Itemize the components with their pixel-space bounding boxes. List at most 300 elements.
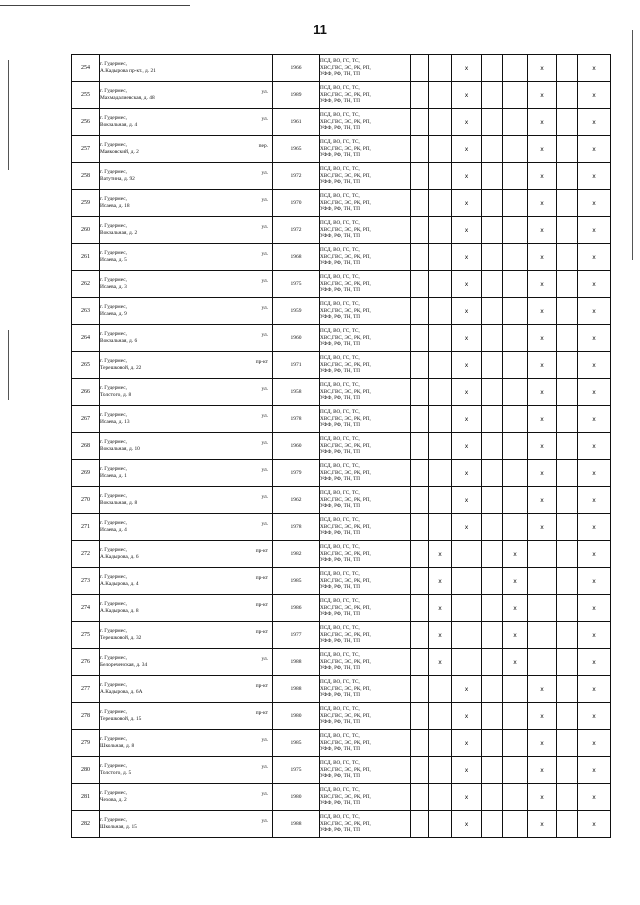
address-cell	[100, 595, 273, 622]
work-mark-cell	[429, 352, 452, 379]
work-mark-cell	[557, 163, 578, 190]
work-mark-cell	[503, 460, 528, 487]
table-row	[72, 595, 611, 622]
top-rule	[0, 5, 190, 6]
work-mark-cell	[482, 514, 503, 541]
services-line: ХВС,ГВС, ЭС, РК, РП,	[320, 253, 371, 260]
build-year: 1978	[273, 406, 320, 433]
street-type: пр-кт	[255, 575, 268, 581]
address-city: г. Гудермес,	[100, 223, 127, 229]
work-mark-cell	[482, 730, 503, 757]
work-mark-cell	[429, 163, 452, 190]
services-cell	[320, 676, 411, 703]
row-number: 272	[72, 541, 100, 568]
address-street: Терешковой, д. 32	[100, 635, 142, 641]
work-mark-cell: x	[578, 55, 611, 82]
row-number: 278	[72, 703, 100, 730]
work-mark-cell	[503, 244, 528, 271]
address-city: г. Гудермес,	[100, 439, 127, 445]
address-street: Исаева, д. 5	[100, 257, 127, 263]
services-line: ПСД, ВО, ГС, ТС,	[320, 787, 360, 794]
services-line: ПСД, ВО, ГС, ТС,	[320, 544, 360, 551]
work-mark-cell: x	[528, 757, 557, 784]
address-street: А.Кадырова, д. 6	[100, 554, 139, 560]
address-city: г. Гудермес,	[100, 115, 127, 121]
page-number: 11	[313, 22, 327, 37]
services-cell	[320, 568, 411, 595]
work-mark-cell	[528, 541, 557, 568]
work-mark-cell: x	[578, 244, 611, 271]
work-mark-cell	[557, 325, 578, 352]
address-cell	[100, 271, 273, 298]
work-mark-cell	[557, 811, 578, 838]
address-street: Исаева, д. 3	[100, 284, 127, 290]
work-mark-cell	[411, 487, 429, 514]
work-mark-cell	[482, 109, 503, 136]
work-mark-cell	[503, 82, 528, 109]
work-mark-cell: x	[578, 541, 611, 568]
build-year: 1968	[273, 244, 320, 271]
work-mark-cell	[503, 811, 528, 838]
address-cell	[100, 55, 273, 82]
address-cell	[100, 568, 273, 595]
work-mark-cell: x	[429, 622, 452, 649]
work-mark-cell	[482, 82, 503, 109]
services-cell	[320, 136, 411, 163]
address-cell	[100, 676, 273, 703]
street-type: пр-кт	[255, 710, 268, 716]
work-mark-cell: x	[528, 433, 557, 460]
work-mark-cell: x	[528, 487, 557, 514]
build-year: 1988	[273, 811, 320, 838]
work-mark-cell	[503, 487, 528, 514]
work-mark-cell	[557, 217, 578, 244]
work-mark-cell: x	[528, 298, 557, 325]
work-mark-cell: x	[528, 406, 557, 433]
build-year: 1978	[273, 514, 320, 541]
services-line: ПСД, ВО, ГС, ТС,	[320, 409, 360, 416]
table-row	[72, 109, 611, 136]
work-mark-cell: x	[503, 541, 528, 568]
row-number: 277	[72, 676, 100, 703]
work-mark-cell	[482, 217, 503, 244]
work-mark-cell: x	[452, 460, 482, 487]
work-mark-cell	[482, 271, 503, 298]
work-mark-cell	[503, 217, 528, 244]
services-line: УФФ, РФ, ТН, ТП	[320, 503, 360, 510]
address-city: г. Гудермес,	[100, 682, 127, 688]
row-number: 263	[72, 298, 100, 325]
work-mark-cell: x	[528, 730, 557, 757]
services-cell	[320, 757, 411, 784]
services-line: ПСД, ВО, ГС, ТС,	[320, 679, 360, 686]
services-cell	[320, 379, 411, 406]
work-mark-cell	[429, 514, 452, 541]
address-street: Школьная, д. 8	[100, 743, 135, 749]
work-mark-cell	[482, 136, 503, 163]
address-street: Исаева, д. 18	[100, 203, 130, 209]
table-row	[72, 163, 611, 190]
work-mark-cell: x	[452, 676, 482, 703]
services-line: ХВС,ГВС, ЭС, РК, РП,	[320, 145, 371, 152]
services-line: УФФ, РФ, ТН, ТП	[320, 260, 360, 267]
services-line: УФФ, РФ, ТН, ТП	[320, 179, 360, 186]
table-row	[72, 244, 611, 271]
work-mark-cell: x	[578, 136, 611, 163]
services-cell	[320, 325, 411, 352]
table-row	[72, 703, 611, 730]
work-mark-cell: x	[578, 703, 611, 730]
work-mark-cell: x	[528, 514, 557, 541]
street-type: ул.	[261, 170, 268, 176]
services-cell	[320, 730, 411, 757]
table-row	[72, 541, 611, 568]
address-cell	[100, 784, 273, 811]
services-line: УФФ, РФ, ТН, ТП	[320, 638, 360, 645]
address-street: Вокзальная, д. 10	[100, 446, 140, 452]
work-mark-cell	[411, 730, 429, 757]
street-type: ул.	[261, 278, 268, 284]
services-line: ПСД, ВО, ГС, ТС,	[320, 625, 360, 632]
work-mark-cell	[411, 406, 429, 433]
street-type: ул.	[261, 332, 268, 338]
address-city: г. Гудермес,	[100, 385, 127, 391]
work-mark-cell	[528, 649, 557, 676]
row-number: 259	[72, 190, 100, 217]
street-type: ул.	[261, 386, 268, 392]
address-city: г. Гудермес,	[100, 628, 127, 634]
services-cell	[320, 541, 411, 568]
build-year: 1958	[273, 379, 320, 406]
work-mark-cell: x	[528, 244, 557, 271]
work-mark-cell: x	[578, 568, 611, 595]
row-number: 276	[72, 649, 100, 676]
table-row	[72, 487, 611, 514]
build-year: 1971	[273, 352, 320, 379]
services-cell	[320, 271, 411, 298]
address-cell	[100, 217, 273, 244]
address-city: г. Гудермес,	[100, 250, 127, 256]
address-cell	[100, 514, 273, 541]
work-mark-cell	[429, 487, 452, 514]
work-mark-cell	[411, 298, 429, 325]
work-mark-cell: x	[452, 136, 482, 163]
work-mark-cell	[557, 55, 578, 82]
row-number: 258	[72, 163, 100, 190]
work-mark-cell	[411, 109, 429, 136]
services-cell	[320, 811, 411, 838]
work-mark-cell: x	[452, 514, 482, 541]
work-mark-cell: x	[528, 460, 557, 487]
services-line: ХВС,ГВС, ЭС, РК, РП,	[320, 631, 371, 638]
build-year: 1959	[273, 298, 320, 325]
address-cell	[100, 811, 273, 838]
address-street: А.Кадырова, д. 6А	[100, 689, 143, 695]
table-row	[72, 622, 611, 649]
street-type: пр-кт	[255, 359, 268, 365]
row-number: 255	[72, 82, 100, 109]
work-mark-cell: x	[452, 163, 482, 190]
left-margin-mark	[8, 60, 9, 170]
services-line: ХВС,ГВС, ЭС, РК, РП,	[320, 361, 371, 368]
work-mark-cell	[411, 136, 429, 163]
row-number: 271	[72, 514, 100, 541]
work-mark-cell: x	[578, 784, 611, 811]
work-mark-cell: x	[452, 433, 482, 460]
services-line: ПСД, ВО, ГС, ТС,	[320, 490, 360, 497]
work-mark-cell: x	[578, 163, 611, 190]
street-type: пр-кт	[255, 602, 268, 608]
services-line: УФФ, РФ, ТН, ТП	[320, 773, 360, 780]
address-cell	[100, 325, 273, 352]
work-mark-cell	[429, 730, 452, 757]
street-type: ул.	[261, 116, 268, 122]
table-row	[72, 730, 611, 757]
work-mark-cell	[557, 514, 578, 541]
build-year: 1970	[273, 190, 320, 217]
build-year: 1977	[273, 622, 320, 649]
table-row	[72, 514, 611, 541]
address-street: Вокзальная, д. 2	[100, 230, 138, 236]
address-city: г. Гудермес,	[100, 142, 127, 148]
build-year: 1988	[273, 649, 320, 676]
work-mark-cell	[503, 352, 528, 379]
work-mark-cell	[503, 325, 528, 352]
work-mark-cell	[411, 379, 429, 406]
work-mark-cell	[411, 217, 429, 244]
services-cell	[320, 514, 411, 541]
build-year: 1961	[273, 109, 320, 136]
work-mark-cell	[411, 703, 429, 730]
work-mark-cell	[557, 784, 578, 811]
work-mark-cell	[482, 55, 503, 82]
address-street: Толстого, д. 8	[100, 392, 132, 398]
build-year: 1962	[273, 487, 320, 514]
work-mark-cell	[482, 595, 503, 622]
address-street: Вокзальная, д. 8	[100, 500, 138, 506]
services-cell	[320, 163, 411, 190]
row-number: 273	[72, 568, 100, 595]
row-number: 279	[72, 730, 100, 757]
address-city: г. Гудермес,	[100, 655, 127, 661]
address-cell	[100, 649, 273, 676]
row-number: 281	[72, 784, 100, 811]
work-mark-cell: x	[578, 109, 611, 136]
work-mark-cell	[557, 109, 578, 136]
work-mark-cell	[411, 163, 429, 190]
address-cell	[100, 541, 273, 568]
work-mark-cell: x	[452, 811, 482, 838]
address-city: г. Гудермес,	[100, 466, 127, 472]
services-line: УФФ, РФ, ТН, ТП	[320, 125, 360, 132]
work-mark-cell: x	[528, 82, 557, 109]
work-mark-cell	[503, 730, 528, 757]
services-cell	[320, 82, 411, 109]
services-line: ПСД, ВО, ГС, ТС,	[320, 517, 360, 524]
services-cell	[320, 433, 411, 460]
address-city: г. Гудермес,	[100, 412, 127, 418]
work-mark-cell	[528, 595, 557, 622]
work-mark-cell	[429, 325, 452, 352]
address-cell	[100, 460, 273, 487]
address-cell	[100, 379, 273, 406]
work-mark-cell	[482, 784, 503, 811]
work-mark-cell	[482, 649, 503, 676]
work-mark-cell	[503, 163, 528, 190]
work-mark-cell: x	[452, 325, 482, 352]
work-mark-cell	[557, 487, 578, 514]
services-cell	[320, 460, 411, 487]
address-cell	[100, 244, 273, 271]
work-mark-cell: x	[452, 55, 482, 82]
services-line: ПСД, ВО, ГС, ТС,	[320, 301, 360, 308]
services-cell	[320, 217, 411, 244]
services-line: УФФ, РФ, ТН, ТП	[320, 395, 360, 402]
services-line: УФФ, РФ, ТН, ТП	[320, 314, 360, 321]
address-city: г. Гудермес,	[100, 763, 127, 769]
address-street: А.Кадырова, д. 4	[100, 581, 139, 587]
street-type: ул.	[261, 224, 268, 230]
services-line: ПСД, ВО, ГС, ТС,	[320, 814, 360, 821]
work-mark-cell	[528, 568, 557, 595]
services-line: ХВС,ГВС, ЭС, РК, РП,	[320, 550, 371, 557]
work-mark-cell: x	[578, 190, 611, 217]
row-number: 262	[72, 271, 100, 298]
work-mark-cell: x	[578, 82, 611, 109]
work-mark-cell: x	[528, 325, 557, 352]
table-row	[72, 190, 611, 217]
work-mark-cell	[429, 244, 452, 271]
work-mark-cell: x	[503, 595, 528, 622]
work-mark-cell: x	[578, 622, 611, 649]
work-mark-cell: x	[528, 163, 557, 190]
street-type: ул.	[261, 521, 268, 527]
address-cell	[100, 406, 273, 433]
work-mark-cell	[482, 244, 503, 271]
table-row	[72, 271, 611, 298]
services-line: ХВС,ГВС, ЭС, РК, РП,	[320, 496, 371, 503]
work-mark-cell: x	[578, 730, 611, 757]
work-mark-cell	[503, 271, 528, 298]
services-line: ХВС,ГВС, ЭС, РК, РП,	[320, 118, 371, 125]
services-line: ХВС,ГВС, ЭС, РК, РП,	[320, 469, 371, 476]
services-line: ПСД, ВО, ГС, ТС,	[320, 598, 360, 605]
work-mark-cell	[429, 757, 452, 784]
build-year: 1988	[273, 676, 320, 703]
work-mark-cell	[482, 325, 503, 352]
address-city: г. Гудермес,	[100, 88, 127, 94]
services-line: ПСД, ВО, ГС, ТС,	[320, 58, 360, 65]
row-number: 280	[72, 757, 100, 784]
street-type: пр-кт	[255, 683, 268, 689]
work-mark-cell	[411, 649, 429, 676]
work-mark-cell	[452, 649, 482, 676]
work-mark-cell	[411, 676, 429, 703]
table-row	[72, 568, 611, 595]
build-year: 1975	[273, 757, 320, 784]
work-mark-cell: x	[578, 649, 611, 676]
work-mark-cell: x	[503, 622, 528, 649]
work-mark-cell	[411, 352, 429, 379]
street-type: ул.	[261, 737, 268, 743]
services-line: ПСД, ВО, ГС, ТС,	[320, 139, 360, 146]
work-mark-cell: x	[452, 757, 482, 784]
services-line: ХВС,ГВС, ЭС, РК, РП,	[320, 226, 371, 233]
work-mark-cell	[482, 811, 503, 838]
services-line: ХВС,ГВС, ЭС, РК, РП,	[320, 820, 371, 827]
address-street: Исаева, д. 9	[100, 311, 127, 317]
work-mark-cell	[452, 568, 482, 595]
services-line: УФФ, РФ, ТН, ТП	[320, 368, 360, 375]
work-mark-cell	[411, 244, 429, 271]
work-mark-cell	[557, 649, 578, 676]
street-type: ул.	[261, 413, 268, 419]
services-line: ХВС,ГВС, ЭС, РК, РП,	[320, 658, 371, 665]
work-mark-cell	[411, 811, 429, 838]
address-cell	[100, 109, 273, 136]
work-mark-cell	[557, 541, 578, 568]
services-line: ПСД, ВО, ГС, ТС,	[320, 706, 360, 713]
work-mark-cell	[411, 622, 429, 649]
work-mark-cell	[429, 217, 452, 244]
work-mark-cell	[429, 784, 452, 811]
work-mark-cell: x	[528, 271, 557, 298]
street-type: ул.	[261, 440, 268, 446]
address-city: г. Гудермес,	[100, 709, 127, 715]
services-line: ПСД, ВО, ГС, ТС,	[320, 463, 360, 470]
services-line: УФФ, РФ, ТН, ТП	[320, 341, 360, 348]
table-row	[72, 757, 611, 784]
work-mark-cell	[429, 136, 452, 163]
row-number: 260	[72, 217, 100, 244]
housing-register-table	[71, 54, 611, 838]
services-line: ПСД, ВО, ГС, ТС,	[320, 220, 360, 227]
work-mark-cell	[482, 676, 503, 703]
work-mark-cell: x	[528, 676, 557, 703]
work-mark-cell	[411, 757, 429, 784]
work-mark-cell	[503, 676, 528, 703]
services-line: УФФ, РФ, ТН, ТП	[320, 611, 360, 618]
work-mark-cell	[411, 190, 429, 217]
street-type: ул.	[261, 656, 268, 662]
work-mark-cell: x	[528, 379, 557, 406]
address-street: Исаева, д. 13	[100, 419, 130, 425]
work-mark-cell: x	[429, 568, 452, 595]
row-number: 264	[72, 325, 100, 352]
work-mark-cell	[503, 136, 528, 163]
work-mark-cell: x	[578, 487, 611, 514]
services-line: УФФ, РФ, ТН, ТП	[320, 287, 360, 294]
work-mark-cell	[503, 433, 528, 460]
work-mark-cell: x	[452, 298, 482, 325]
work-mark-cell	[482, 541, 503, 568]
address-city: г. Гудермес,	[100, 358, 127, 364]
build-year: 1965	[273, 136, 320, 163]
services-line: УФФ, РФ, ТН, ТП	[320, 530, 360, 537]
table-row	[72, 460, 611, 487]
row-number: 275	[72, 622, 100, 649]
build-year: 1975	[273, 271, 320, 298]
address-cell	[100, 298, 273, 325]
work-mark-cell	[482, 433, 503, 460]
table-row	[72, 406, 611, 433]
work-mark-cell	[503, 55, 528, 82]
work-mark-cell	[557, 595, 578, 622]
work-mark-cell: x	[503, 568, 528, 595]
address-cell	[100, 190, 273, 217]
work-mark-cell: x	[452, 487, 482, 514]
work-mark-cell	[557, 757, 578, 784]
